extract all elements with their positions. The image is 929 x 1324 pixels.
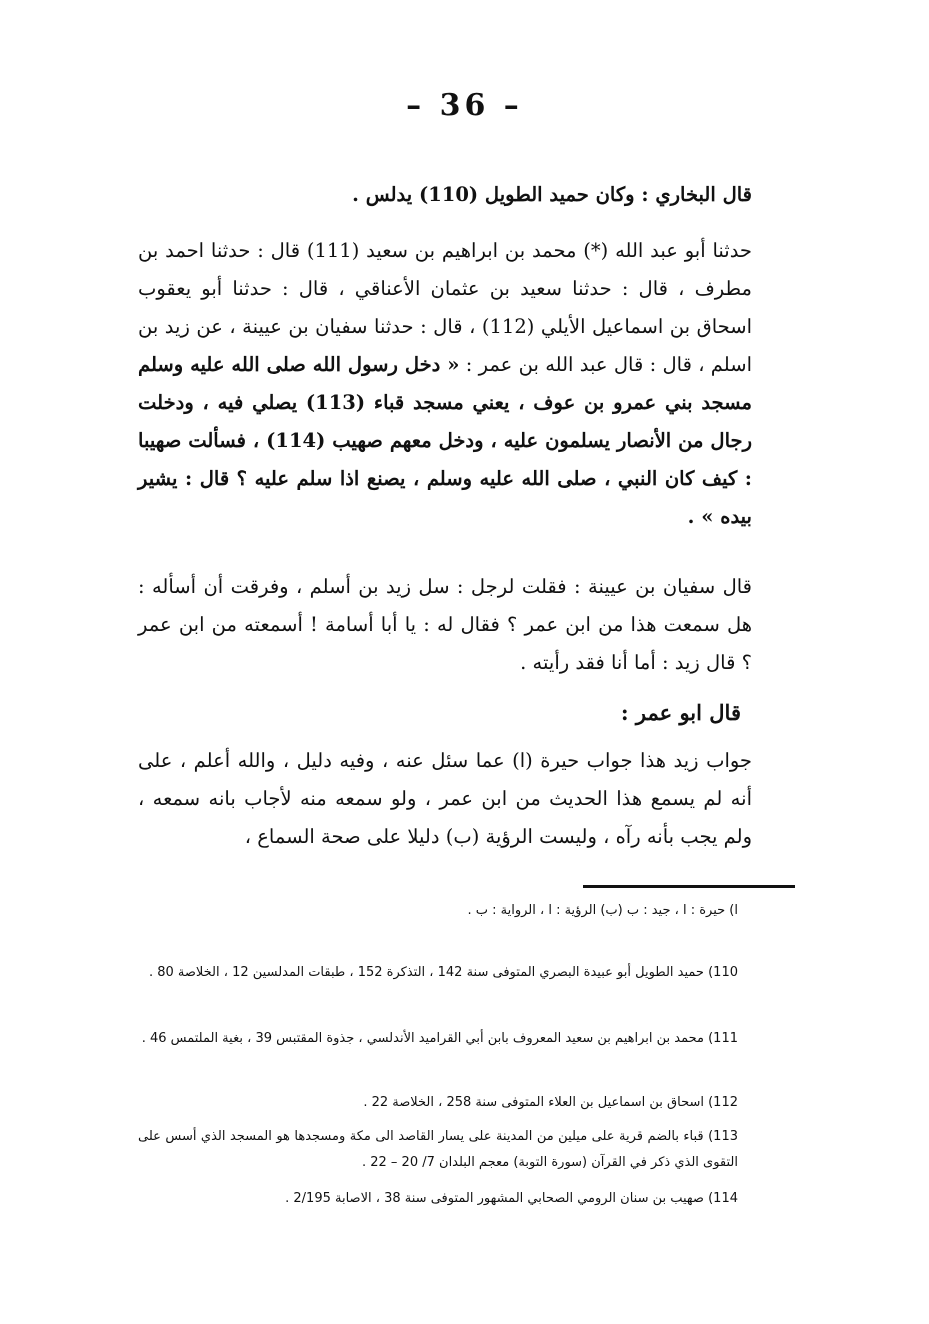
- footnote-110: [138, 960, 798, 986]
- footnote-text: 113) قباء بالضم قرية على ميلين من المدينة على يسار القاصد الى مكة ومسجدها هو المسجد الذي أسس على التقوى الذي ذكر في القرآن (سورة التوبة) معجم البلدان 7/ 20 – 22 .: [138, 1129, 738, 1170]
- paragraph-text: جواب زيد هذا جواب حيرة (ا) عما سئل عنه ، وفيه دليل ، والله أعلم ، على أنه لم يسمع هذا الحديث من ابن عمر ، ولو سمعه منه لأجاب بانه سمعه ، ولم يجب بأنه رآه ، وليست الرؤية (ب) دليلا على صحة السماع ،: [138, 749, 752, 848]
- footnote-text: ا) حيرة : ا ، جيد : ب (ب) الرؤية : ا ، الرواية : ب .: [467, 903, 738, 918]
- page-number: – 36 –: [406, 88, 523, 123]
- footnote-112: [138, 1090, 798, 1116]
- paragraph-commentary: [138, 742, 798, 856]
- isnad-text: حدثنا أبو عبد الله (*) محمد بن ابراهيم بن سعيد (111) قال : حدثنا احمد بن مطرف ، قال : حدثنا سعيد بن عثمان الأعناقي ، قال : حدثنا أبو يعقوب اسحاق بن اسماعيل الأيلي (112) ، قال : حدثنا سفيان بن عيينة ، عن زيد بن اسلم ، قال : قال عبد الله بن عمر :: [138, 239, 753, 376]
- footnote-text: 112) اسحاق بن اسماعيل بن العلاء المتوفى سنة 258 ، الخلاصة 22 .: [363, 1095, 738, 1110]
- paragraph-bukhari: [138, 176, 798, 214]
- footnote-113: [138, 1124, 798, 1176]
- hadith-text: « دخل رسول الله صلى الله عليه وسلم مسجد بني عمرو بن عوف ، يعني مسجد قباء (113) يصلي فيه ، ودخلت رجال من الأنصار يسلمون عليه ، ودخل معهم صهيب (114) ، فسألت صهيبا : كيف كان النبي ، صلى الله عليه وسلم ، يصنع اذا سلم عليه ؟ قال : يشير بيده » .: [138, 353, 753, 528]
- section-heading: قال ابو عمر :: [620, 700, 741, 725]
- footnote-divider: [583, 885, 795, 888]
- footnote-text: 114) صهيب بن سنان الرومي الصحابي المشهور المتوفى سنة 38 ، الاصابة 2/195 .: [285, 1191, 738, 1206]
- footnote-111: [138, 1026, 798, 1052]
- footnote-114: [138, 1186, 798, 1212]
- footnote-variants: [138, 898, 798, 924]
- footnote-text: 111) محمد بن ابراهيم بن سعيد المعروف بابن أبي القراميد الأندلسي ، جذوة المقتبس 39 ، بغية الملتمس 46 .: [141, 1031, 738, 1046]
- footnote-text: 110) حميد الطويل أبو عبيدة البصري المتوفى سنة 142 ، التذكرة 152 ، طبقات المدلسين 12 ، الخلاصة 80 .: [148, 965, 738, 980]
- paragraph-text: قال البخاري : وكان حميد الطويل (110) يدلس .: [352, 183, 752, 206]
- paragraph-text: [138, 232, 798, 536]
- paragraph-sufyan: [138, 568, 798, 682]
- paragraph-isnad: [138, 232, 798, 536]
- paragraph-text: قال سفيان بن عيينة : فقلت لرجل : سل زيد بن أسلم ، وفرقت أن أسأله : هل سمعت هذا من ابن عمر ؟ فقال له : يا أبا أسامة ! أسمعته من ابن عمر ؟ قال زيد : أما أنا فقد رأيته .: [138, 575, 752, 674]
